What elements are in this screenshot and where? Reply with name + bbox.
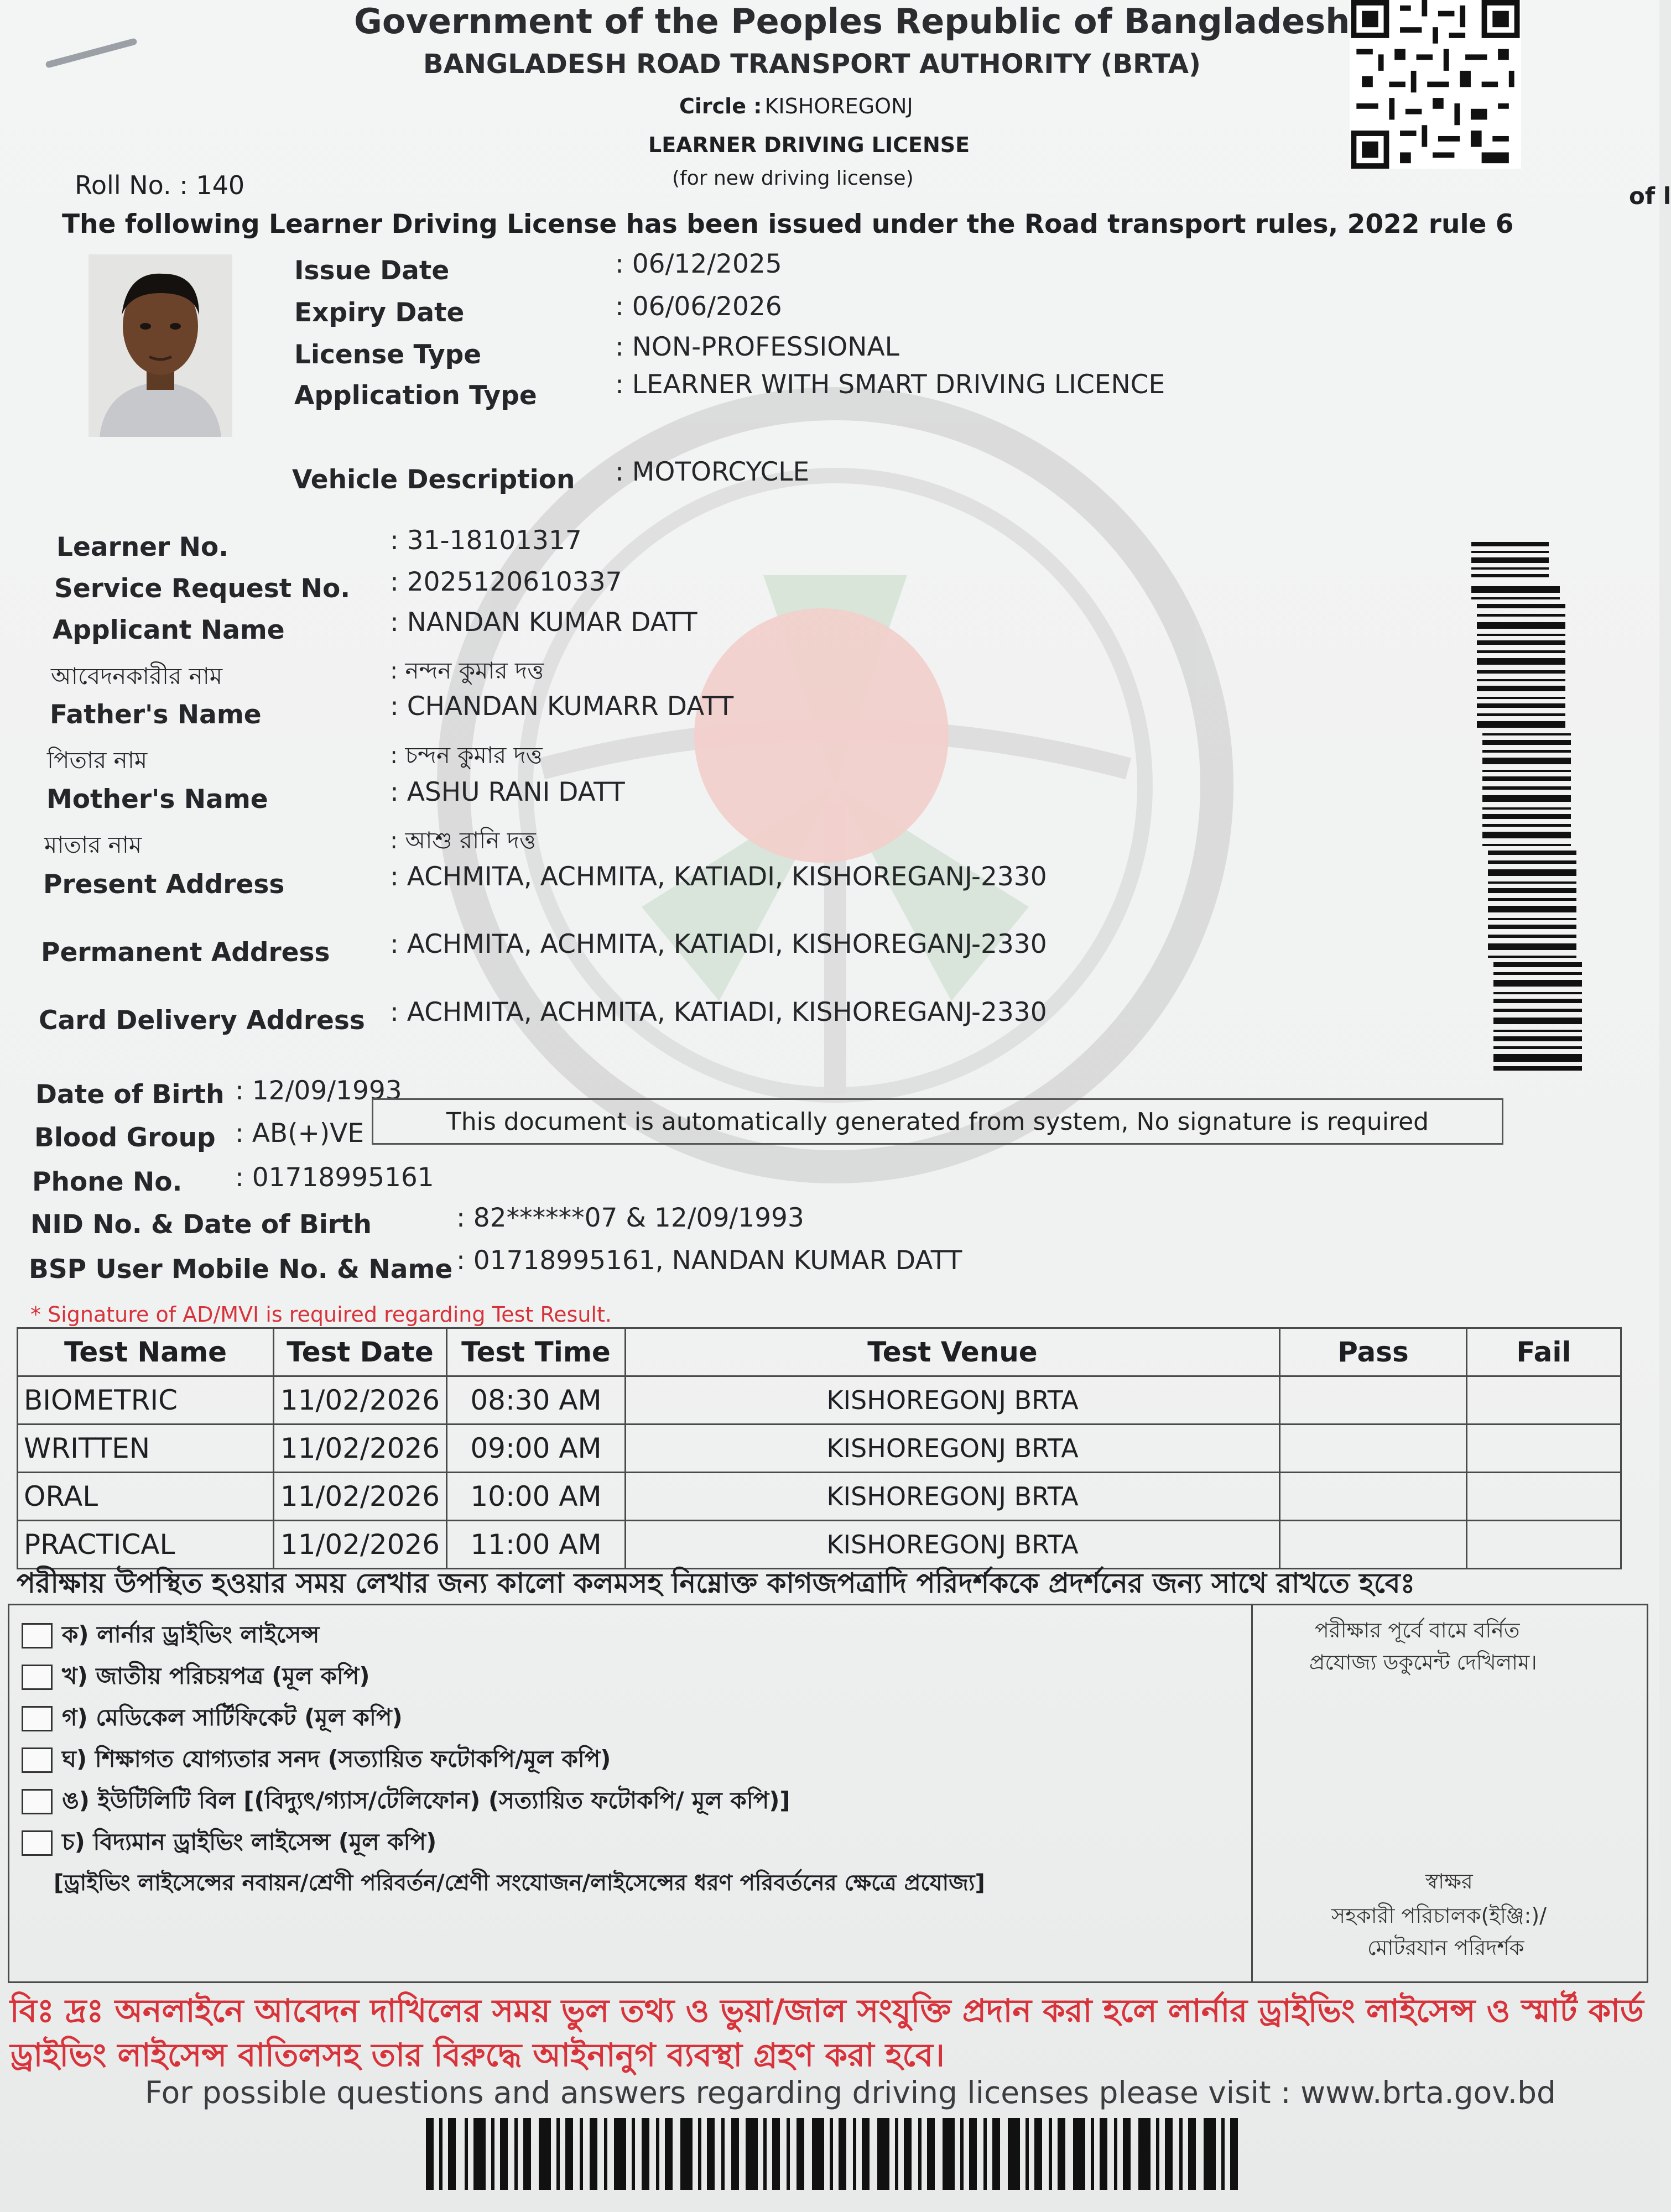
fail-cell xyxy=(1467,1376,1621,1425)
table-header-row xyxy=(18,1328,1621,1376)
doc-item-medical: গ) মেডিকেল সার্টিফিকেট (মূল কপি) xyxy=(62,1704,403,1731)
mother-name-bn-label: মাতার নাম xyxy=(44,831,142,858)
applicant-name-label: Applicant Name xyxy=(53,615,285,645)
delivery-address-label: Card Delivery Address xyxy=(39,1005,365,1036)
service-request-label: Service Request No. xyxy=(54,573,351,604)
qr-code xyxy=(1350,0,1521,169)
application-type-label: Application Type xyxy=(294,380,537,411)
test-time: 08:30 AM xyxy=(447,1376,626,1425)
test-venue: KISHOREGONJ BRTA xyxy=(626,1425,1280,1473)
roll-label: Roll No. xyxy=(75,170,171,200)
checkbox-utility-bill[interactable] xyxy=(22,1789,53,1814)
doc-item-learner-license: ক) লার্নার ড্রাইভিং লাইসেন্স xyxy=(62,1621,320,1648)
nid-value: : 82******07 & 12/09/1993 xyxy=(456,1203,804,1233)
father-name-value: : CHANDAN KUMARR DATT xyxy=(390,691,734,722)
present-address-value: : ACHMITA, ACHMITA, KATIADI, KISHOREGANJ-2330 xyxy=(390,862,1047,892)
doc-item-nid: খ) জাতীয় পরিচয়পত্র (মূল কপি) xyxy=(62,1662,370,1689)
table-row xyxy=(18,1425,1621,1473)
test-date: 11/02/2026 xyxy=(274,1425,447,1473)
document-subtitle: (for new driving license) xyxy=(672,167,914,190)
license-type-label: License Type xyxy=(294,340,482,370)
permanent-address-value: : ACHMITA, ACHMITA, KATIADI, KISHOREGANJ-2330 xyxy=(390,929,1047,959)
mother-name-label: Mother's Name xyxy=(46,784,268,815)
dob-label: Date of Birth xyxy=(35,1079,225,1110)
doc-item-existing-license: চ) বিদ্যমান ড্রাইভিং লাইসেন্স (মূল কপি) xyxy=(62,1828,437,1855)
edge-text: of l xyxy=(1629,182,1671,210)
doc-item-education: ঘ) শিক্ষাগত যোগ্যতার সনদ (সত্যায়িত ফটোকপি/মূল কপি) xyxy=(62,1745,611,1772)
person-photo-icon xyxy=(89,254,232,437)
phone-label: Phone No. xyxy=(32,1167,183,1197)
test-venue: KISHOREGONJ BRTA xyxy=(626,1521,1280,1569)
table-row xyxy=(18,1521,1621,1569)
bsp-value: : 01718995161, NANDAN KUMAR DATT xyxy=(456,1245,962,1276)
test-date: 11/02/2026 xyxy=(274,1473,447,1521)
circle-value: KISHOREGONJ xyxy=(764,94,913,118)
delivery-address-value: : ACHMITA, ACHMITA, KATIADI, KISHOREGANJ-2330 xyxy=(390,997,1047,1027)
checkbox-medical[interactable] xyxy=(22,1706,53,1731)
roll-number xyxy=(75,170,244,200)
vertical-barcode xyxy=(1471,542,1587,1073)
footer-help-text: For possible questions and answers regarding driving licenses please visit : www.brta.gov.bd xyxy=(145,2075,1556,2110)
pass-cell xyxy=(1280,1521,1467,1569)
issued-statement: The following Learner Driving License has been issued under the Road transport rules, 2022 rule 6 xyxy=(62,209,1514,239)
expiry-date-label: Expiry Date xyxy=(294,298,465,328)
expiry-date-value: : 06/06/2026 xyxy=(615,291,782,322)
pass-cell xyxy=(1280,1376,1467,1425)
test-name: ORAL xyxy=(18,1473,274,1521)
bottom-barcode xyxy=(426,2118,1245,2190)
checkbox-learner-license[interactable] xyxy=(22,1623,53,1648)
test-venue: KISHOREGONJ BRTA xyxy=(626,1473,1280,1521)
col-pass: Pass xyxy=(1280,1328,1467,1376)
col-fail: Fail xyxy=(1467,1328,1621,1376)
warning-line-2: ড্রাইভিং লাইসেন্স বাতিলসহ তার বিরুদ্ধে আইনানুগ ব্যবস্থা গ্রহণ করা হবে। xyxy=(10,2036,945,2074)
col-test-name: Test Name xyxy=(18,1328,274,1376)
checkbox-existing-license[interactable] xyxy=(22,1830,53,1856)
documents-instruction: পরীক্ষায় উপস্থিত হওয়ার সময় লেখার জন্য কালো কলমসহ নিম্নোক্ত কাগজপত্রাদি পরিদর্শককে প্রদর্শনের জন্য সাথে রাখতে হবেঃ xyxy=(17,1567,1415,1599)
applicant-photo xyxy=(89,254,232,437)
table-row xyxy=(18,1376,1621,1425)
issue-date-label: Issue Date xyxy=(294,255,450,286)
documents-checklist-box xyxy=(8,1604,1648,1983)
roll-value: : 140 xyxy=(179,170,245,200)
circle-line xyxy=(679,94,913,118)
warning-line-1: বিঃ দ্রঃ অনলাইনে আবেদন দাখিলের সময় ভুল তথ্য ও ভুয়া/জাল সংযুক্তি প্রদান করা হলে লার্নার ড্রাইভিং লাইসেন্স ও স্মার্ট কার্ড xyxy=(10,1992,1644,2030)
father-name-bn-label: পিতার নাম xyxy=(47,747,148,774)
test-time: 09:00 AM xyxy=(447,1425,626,1473)
checklist-divider xyxy=(1251,1605,1253,1981)
pass-cell xyxy=(1280,1473,1467,1521)
father-name-bn-value: : চন্দন কুমার দত্ত xyxy=(390,742,543,769)
table-row xyxy=(18,1473,1621,1521)
service-request-value: : 2025120610337 xyxy=(390,567,622,597)
signatory-title-2: মোটরযান পরিদর্শক xyxy=(1367,1936,1524,1960)
pass-cell xyxy=(1280,1425,1467,1473)
checkbox-nid[interactable] xyxy=(22,1665,53,1690)
test-name: PRACTICAL xyxy=(18,1521,274,1569)
nid-label: NID No. & Date of Birth xyxy=(30,1209,372,1240)
applicant-name-value: : NANDAN KUMAR DATT xyxy=(390,607,697,638)
learner-no-label: Learner No. xyxy=(56,532,229,562)
check-statement-2: প্রযোজ্য ডকুমেন্ট দেখিলাম। xyxy=(1309,1650,1537,1674)
license-type-value: : NON-PROFESSIONAL xyxy=(615,332,899,362)
test-date: 11/02/2026 xyxy=(274,1376,447,1425)
vehicle-label: Vehicle Description xyxy=(292,465,575,495)
test-venue: KISHOREGONJ BRTA xyxy=(626,1376,1280,1425)
test-time: 11:00 AM xyxy=(447,1521,626,1569)
pen-mark xyxy=(45,38,137,69)
circle-label: Circle : xyxy=(679,94,762,118)
document-title: LEARNER DRIVING LICENSE xyxy=(648,133,970,157)
mother-name-value: : ASHU RANI DATT xyxy=(390,777,625,807)
blood-group-label: Blood Group xyxy=(34,1123,216,1153)
auto-generated-notice: This document is automatically generated from system, No signature is required xyxy=(372,1098,1503,1145)
doc-item-utility-bill: ঙ) ইউটিলিটি বিল [(বিদ্যুৎ/গ্যাস/টেলিফোন) (সত্যায়িত ফটোকপি/ মূল কপি)] xyxy=(62,1787,790,1814)
signature-label: স্বাক্ষর xyxy=(1425,1869,1473,1893)
signatory-title-1: সহকারী পরিচালক(ইঞ্জি:)/ xyxy=(1331,1903,1547,1928)
check-statement-1: পরীক্ষার পূর্বে বামে বর্নিত xyxy=(1315,1618,1520,1642)
application-type-value: : LEARNER WITH SMART DRIVING LICENCE xyxy=(615,369,1165,400)
signature-requirement-note: * Signature of AD/MVI is required regarding Test Result. xyxy=(30,1302,612,1327)
issue-date-value: : 06/12/2025 xyxy=(615,249,782,279)
checkbox-education[interactable] xyxy=(22,1747,53,1773)
col-test-venue: Test Venue xyxy=(626,1328,1280,1376)
bsp-label: BSP User Mobile No. & Name xyxy=(29,1254,453,1285)
col-test-date: Test Date xyxy=(274,1328,447,1376)
government-title: Government of the Peoples Republic of Bangladesh xyxy=(354,1,1350,41)
authority-title: BANGLADESH ROAD TRANSPORT AUTHORITY (BRTA) xyxy=(423,49,1201,80)
test-date: 11/02/2026 xyxy=(274,1521,447,1569)
fail-cell xyxy=(1467,1425,1621,1473)
dob-value: : 12/09/1993 xyxy=(235,1076,402,1106)
phone-value: : 01718995161 xyxy=(235,1162,434,1193)
test-name: WRITTEN xyxy=(18,1425,274,1473)
test-schedule-table xyxy=(17,1327,1622,1569)
documents-note: [ড্রাইভিং লাইসেন্সের নবায়ন/শ্রেণী পরিবর্তন/শ্রেণী সংযোজন/লাইসেন্সের ধরণ পরিবর্তনের ক্ষেত্রে প্রযোজ্য] xyxy=(54,1870,985,1896)
fail-cell xyxy=(1467,1521,1621,1569)
applicant-name-bn-value: : নন্দন কুমার দত্ত xyxy=(390,657,544,684)
permanent-address-label: Permanent Address xyxy=(41,937,330,968)
col-test-time: Test Time xyxy=(447,1328,626,1376)
fail-cell xyxy=(1467,1473,1621,1521)
applicant-name-bn-label: আবেদনকারীর নাম xyxy=(51,662,223,690)
learner-no-value: : 31-18101317 xyxy=(390,525,582,556)
test-time: 10:00 AM xyxy=(447,1473,626,1521)
blood-group-value: : AB(+)VE xyxy=(235,1118,365,1149)
present-address-label: Present Address xyxy=(43,869,285,900)
test-name: BIOMETRIC xyxy=(18,1376,274,1425)
father-name-label: Father's Name xyxy=(50,700,262,730)
mother-name-bn-value: : আশু রানি দত্ত xyxy=(390,827,536,854)
vehicle-value: : MOTORCYCLE xyxy=(615,457,810,487)
